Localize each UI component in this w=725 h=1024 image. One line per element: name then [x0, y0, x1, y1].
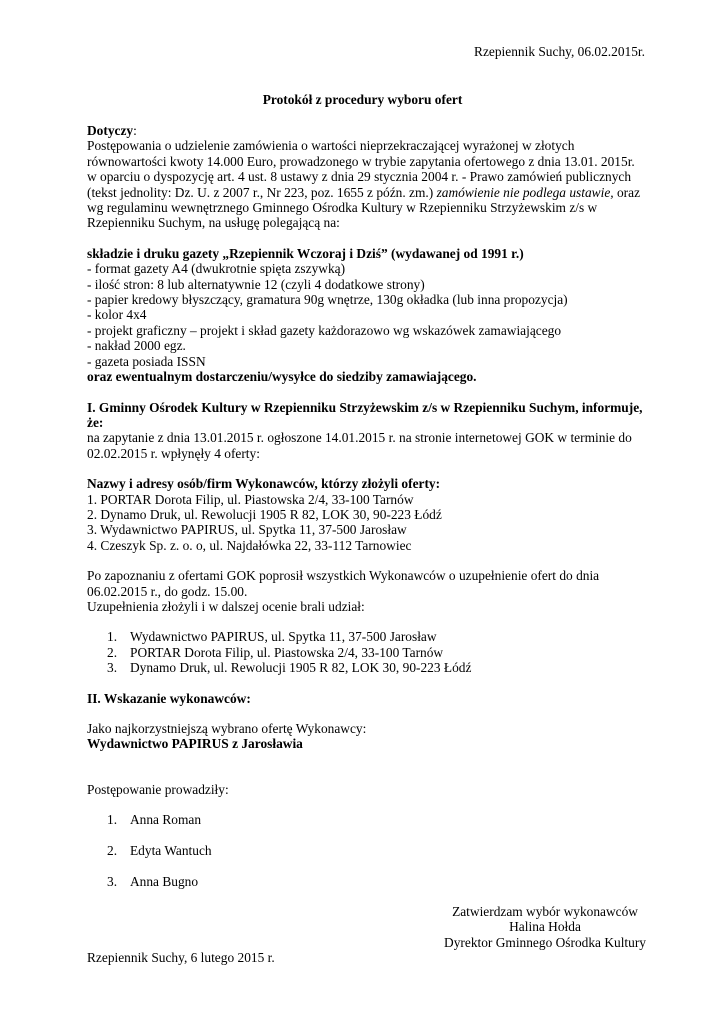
list-item: [87, 874, 655, 889]
intro-line: wg regulaminu wewnętrznego Gminnego Ośrodka Kultury w Rzepienniku Strzyżewskim z/s w: [87, 200, 598, 216]
person-name: Anna Bugno: [130, 873, 199, 889]
section-one: [87, 400, 655, 676]
participants-list: [87, 629, 655, 675]
intro-line: w oparciu o dyspozycję art. 4 ust. 8 ustawy z dnia 29 stycznia 2004 r. - Prawo zamówień publicznych: [87, 169, 632, 185]
approval-block: [444, 904, 646, 950]
document-body: [87, 123, 655, 905]
service-section: [87, 246, 655, 385]
section-one-text: na zapytanie z dnia 13.01.2015 r. ogłoszone 14.01.2015 r. na stronie internetowej GOK w terminie do: [87, 430, 632, 446]
intro-line: Rzepienniku Suchym, na usługę polegającą na:: [87, 215, 340, 231]
service-item: - gazeta posiada ISSN: [87, 353, 206, 369]
list-number: 1.: [107, 812, 118, 828]
section-one-text: 02.02.2015 r. wpłynęły 4 oferty:: [87, 445, 260, 461]
intro-line: równowartości kwoty 14.000 Euro, prowadzonego w trybie zapytania ofertowego z dnia 13.01. 2015r.: [87, 153, 635, 169]
intro-line: (tekst jednolity: Dz. U. z 2007 r., Nr 223, poz. 1655 z późn. zm.): [87, 184, 437, 200]
list-item: [87, 843, 655, 858]
service-heading: składzie i druku gazety „Rzepiennik Wczoraj i Dziś” (wydawanej od 1991 r.): [87, 245, 524, 261]
bidders-heading: Nazwy i adresy osób/firm Wykonawców, którzy złożyli oferty:: [87, 476, 441, 492]
intro-section: [87, 123, 655, 231]
approver-name: Halina Hołda: [509, 919, 581, 935]
header-place-date: Rzepiennik Suchy, 06.02.2015r.: [474, 44, 645, 59]
list-text: Wydawnictwo PAPIRUS, ul. Spytka 11, 37-500 Jarosław: [130, 629, 437, 645]
footer-place-date: Rzepiennik Suchy, 6 lutego 2015 r.: [87, 950, 275, 965]
list-item: [87, 812, 655, 827]
section-two-text: Jako najkorzystniejszą wybrano ofertę Wykonawcy:: [87, 721, 367, 736]
list-item: [87, 629, 655, 644]
service-item: - kolor 4x4: [87, 307, 147, 323]
list-number: 3.: [107, 660, 118, 676]
section-two: [87, 691, 655, 752]
list-number: 2.: [107, 644, 118, 660]
intro-italic-note: zamówienie nie podlega ustawie,: [436, 184, 614, 200]
service-item: - projekt graficzny – projekt i skład gazety każdorazowo wg wskazówek zamawiającego: [87, 322, 562, 338]
list-number: 1.: [107, 629, 118, 645]
service-closing: oraz ewentualnym dostarczeniu/wysyłce do siedziby zamawiającego.: [87, 369, 477, 385]
conducted-label: Postępowanie prowadziły:: [87, 781, 229, 797]
winner-name: Wydawnictwo PAPIRUS z Jarosławia: [87, 736, 303, 752]
list-text: PORTAR Dorota Filip, ul. Piastowska 2/4, 33-100 Tarnów: [130, 644, 444, 660]
bidder-item: 3. Wydawnictwo PAPIRUS, ul. Spytka 11, 37-500 Jarosław: [87, 522, 407, 538]
service-item: - papier kredowy błyszczący, gramatura 90g wnętrze, 130g okładka (lub inna propozycja): [87, 292, 568, 308]
service-item: - nakład 2000 egz.: [87, 338, 186, 354]
list-number: 3.: [107, 873, 118, 889]
person-name: Anna Roman: [130, 812, 202, 828]
persons-list: [87, 812, 655, 889]
list-item: [87, 645, 655, 660]
intro-line: oraz: [613, 184, 641, 200]
intro-label: Dotyczy: [87, 123, 134, 138]
approval-line: Zatwierdzam wybór wykonawców: [452, 904, 638, 919]
document-title: Protokół z procedury wyboru ofert: [262, 92, 463, 107]
list-text: Dynamo Druk, ul. Rewolucji 1905 R 82, LOK 30, 90-223 Łódź: [130, 660, 472, 676]
list-item: [87, 660, 655, 675]
bidder-item: 2. Dynamo Druk, ul. Rewolucji 1905 R 82, LOK 30, 90-223 Łódź: [87, 506, 442, 522]
bidder-item: 1. PORTAR Dorota Filip, ul. Piastowska 2/4, 33-100 Tarnów: [87, 491, 414, 507]
intro-line: Postępowania o udzielenie zamówienia o wartości nieprzekraczającej wyrażonej w złotych: [87, 138, 575, 154]
service-item: - ilość stron: 8 lub alternatywnie 12 (czyli 4 dodatkowe strony): [87, 276, 425, 292]
service-item: - format gazety A4 (dwukrotnie spięta zszywką): [87, 261, 346, 277]
list-number: 2.: [107, 843, 118, 859]
section-one-heading: I. Gminny Ośrodek Kultury w Rzepienniku Strzyżewskim z/s w Rzepienniku Suchym, informuje,: [87, 399, 643, 415]
intro-label-colon: :: [133, 123, 137, 138]
approver-title: Dyrektor Gminnego Ośrodka Kultury: [444, 934, 646, 950]
section-two-heading: II. Wskazanie wykonawców:: [87, 690, 251, 706]
followup-text: Po zapoznaniu z ofertami GOK poprosił wszystkich Wykonawców o uzupełnienie ofert do dnia: [87, 568, 600, 584]
conducted-section: [87, 782, 655, 889]
person-name: Edyta Wantuch: [130, 843, 212, 859]
followup-text: Uzupełnienia złożyli i w dalszej ocenie brali udział:: [87, 598, 365, 614]
bidder-item: 4. Czeszyk Sp. z. o. o, ul. Najdałówka 22, 33-112 Tarnowiec: [87, 537, 412, 553]
section-one-heading-cont: że:: [87, 414, 104, 430]
followup-text: 06.02.2015 r., do godz. 15.00.: [87, 583, 248, 599]
